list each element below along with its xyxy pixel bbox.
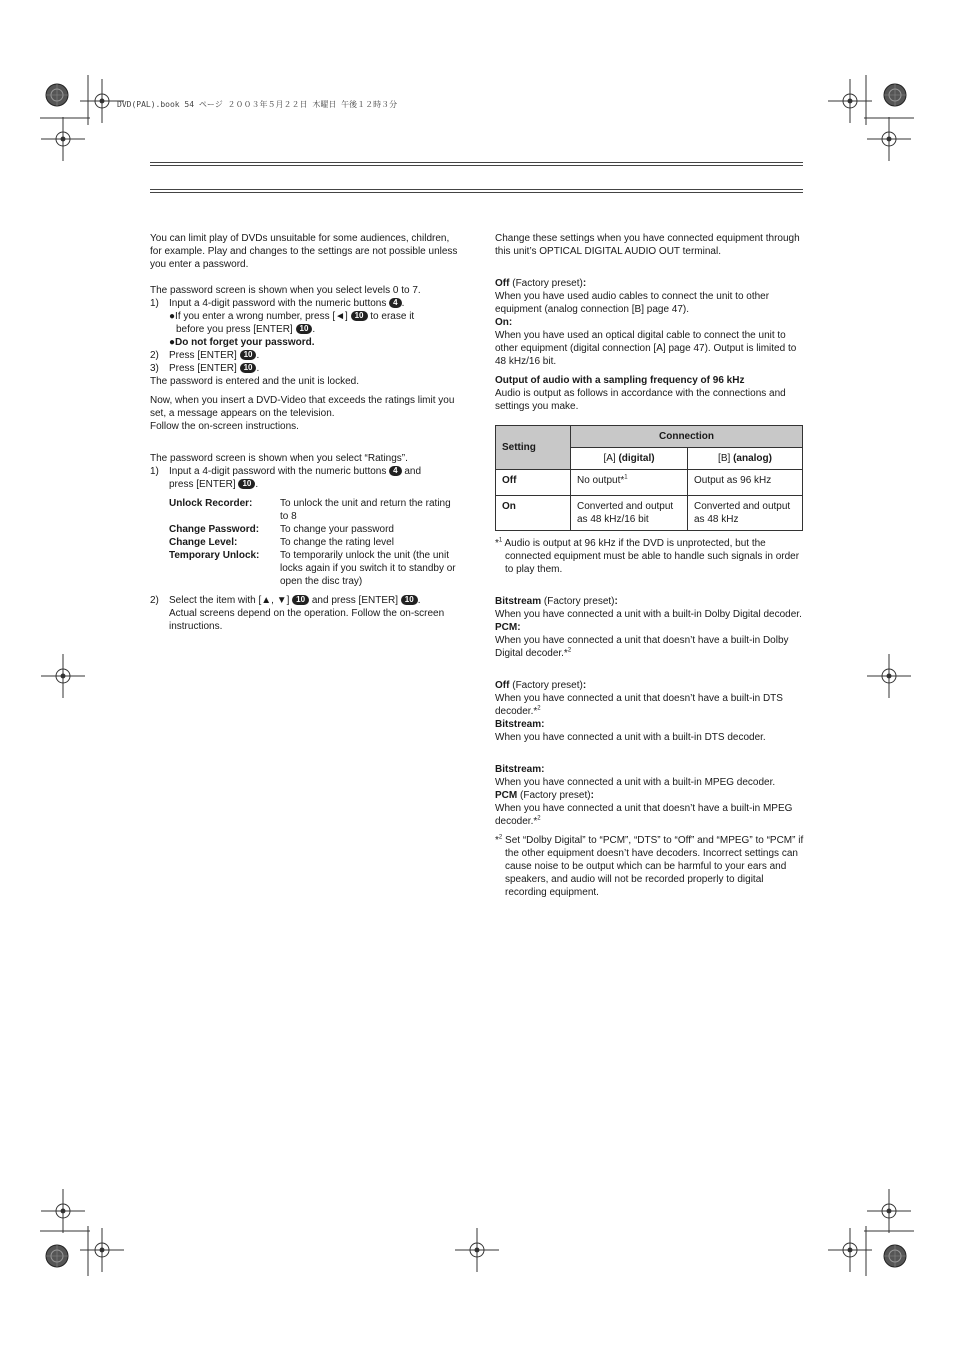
step-3: 3) Press [ENTER] 10 . (150, 363, 260, 374)
ratings-menu-options (169, 497, 458, 588)
file-stamp: DVD(PAL).book 54 ページ ２００３年５月２２日 木曜日 午後１２時３分 (117, 100, 398, 109)
menu-option-term: Change Level: (169, 537, 238, 548)
mpeg-section: Bitstream: When you have connected a unit with a built-in MPEG decoder. PCM (Factory preset): When you have connected a unit that doesn’t have a built-in MPEG decoder.*$^2$ (495, 764, 793, 827)
sampling-heading: Output of audio with a sampling frequency of 96 kHz (495, 375, 745, 386)
footnote-1: *$^1$ Audio is output at 96 kHz if the DVD is unprotected, but the connected equipment must be able to handle such signals in order to play them. (495, 537, 800, 575)
button-10-icon: 10 (401, 595, 418, 605)
menu-option-term: Unlock Recorder: (169, 498, 253, 509)
button-4-icon: 4 (389, 298, 401, 308)
output-table: Setting Connection [A] (digital) [B] (analog) Off No output*$^1$ Output as 96 kHz On Converted and output as 48 kHz/16 bit Converted and output as 48 kHz (495, 425, 803, 531)
menu-option-description: To unlock the unit and return the rating to 8 (280, 498, 451, 522)
button-10-icon: 10 (351, 311, 368, 321)
button-10-icon: 10 (240, 350, 257, 360)
header-rule-bottom (150, 189, 803, 190)
button-10-icon: 10 (240, 363, 257, 373)
menu-option-row (169, 497, 458, 523)
levels-section: The password screen is shown when you select levels 0 to 7. 1) Input a 4-digit password with the numeric buttons 4 . ●If you enter a wrong number, press [◄] 10 to erase it before you press [ENTER] 10 . ●Do not forget your password. 2) Press [ENTER] 10 . 3) Press [ENTER] 10 . The password is entered and the unit is locked. Now, when you insert a DVD-Video that exceeds the ratings limit you set, a message appears on the television. Follow the on-screen instructions. (150, 284, 458, 433)
menu-option-row (169, 536, 458, 549)
ratings-intro: You can limit play of DVDs unsuitable for some audiences, children, for example. Play and changes to the settings are not possible unless you enter a password. (150, 233, 458, 270)
menu-option-description: To temporarily unlock the unit (the unit locks again if you switch it to standby or open the disc tray) (280, 550, 456, 587)
digital-audio-intro: Change these settings when you have connected equipment through this unit’s OPTICAL DIGITAL AUDIO OUT terminal. (495, 233, 800, 257)
left-column (150, 232, 458, 633)
table-row: On Converted and output as 48 kHz/16 bit Converted and output as 48 kHz (496, 496, 803, 531)
menu-option-term: Temporary Unlock: (169, 550, 260, 561)
button-10-icon: 10 (292, 595, 309, 605)
footnote-2: *$^2$ Set “Dolby Digital” to “PCM”, “DTS” to “Off” and “MPEG” to “PCM” if the other equipment doesn’t have decoders. Incorrect settings can cause noise to be output which can be harmful to your ears and speakers, and audio will not be recorded properly to digital recording equipment. (495, 834, 804, 898)
header-rule-bottom-2 (150, 192, 803, 193)
menu-option-description: To change your password (280, 524, 394, 535)
menu-option-row (169, 549, 458, 588)
step-1: 1) Input a 4-digit password with the numeric buttons 4 and (150, 466, 422, 477)
pcm-downconversion-section: Off (Factory preset): When you have used audio cables to connect the unit to other equipment (analog connection [B] page 47). On: When you have used an optical digital cable to connect the unit to other equipment (digital connection [A] page 47). Output is limited to 48 kHz/16 bit. Output of audio with a sampling frequency of 96 kHz Audio is output as follows in accordance with the connections and settings you make. (495, 278, 797, 412)
right-column (495, 232, 805, 899)
dts-section: Off (Factory preset): When you have connected a unit that doesn’t have a built-in DTS decoder.*$^2$ Bitstream: When you have connected a unit with a built-in DTS decoder. (495, 680, 783, 743)
button-10-icon: 10 (296, 324, 313, 334)
ratings-section: The password screen is shown when you select “Ratings”. 1) Input a 4-digit password with the numeric buttons 4 and press [ENTER] 10 . Unlock Recorder: To unlock the unit and return the rating to 8 Change Password: To change your password Change Level: To change the rating level Temporary Unlock: To temporarily unlock the unit (the unit locks again if you switch it to standby or open the disc tray) 2) Select the item with [▲, ▼] 10 and press [ENTER] 10 . Actual screens depend on the operation. Follow the on-screen instructions. (150, 452, 458, 633)
header-rule-top-2 (150, 165, 803, 166)
header-rule-top (150, 162, 803, 163)
button-10-icon: 10 (238, 479, 255, 489)
step-2: 2) Select the item with [▲, ▼] 10 and press [ENTER] 10 . (150, 595, 421, 606)
password-warning: ●Do not forget your password. (169, 337, 315, 348)
menu-option-description: To change the rating level (280, 537, 394, 548)
step-1: 1) Input a 4-digit password with the numeric buttons 4 . (150, 298, 405, 309)
button-4-icon: 4 (389, 466, 401, 476)
menu-option-row (169, 523, 458, 536)
step-2: 2) Press [ENTER] 10 . (150, 350, 260, 361)
dolby-digital-section: Bitstream (Factory preset): When you have connected a unit with a built-in Dolby Digital decoder. PCM: When you have connected a unit that doesn’t have a built-in Dolby Digital decoder.*$^2$ (495, 596, 802, 659)
table-row: Off No output*$^1$ Output as 96 kHz (496, 470, 803, 496)
menu-option-term: Change Password: (169, 524, 260, 535)
